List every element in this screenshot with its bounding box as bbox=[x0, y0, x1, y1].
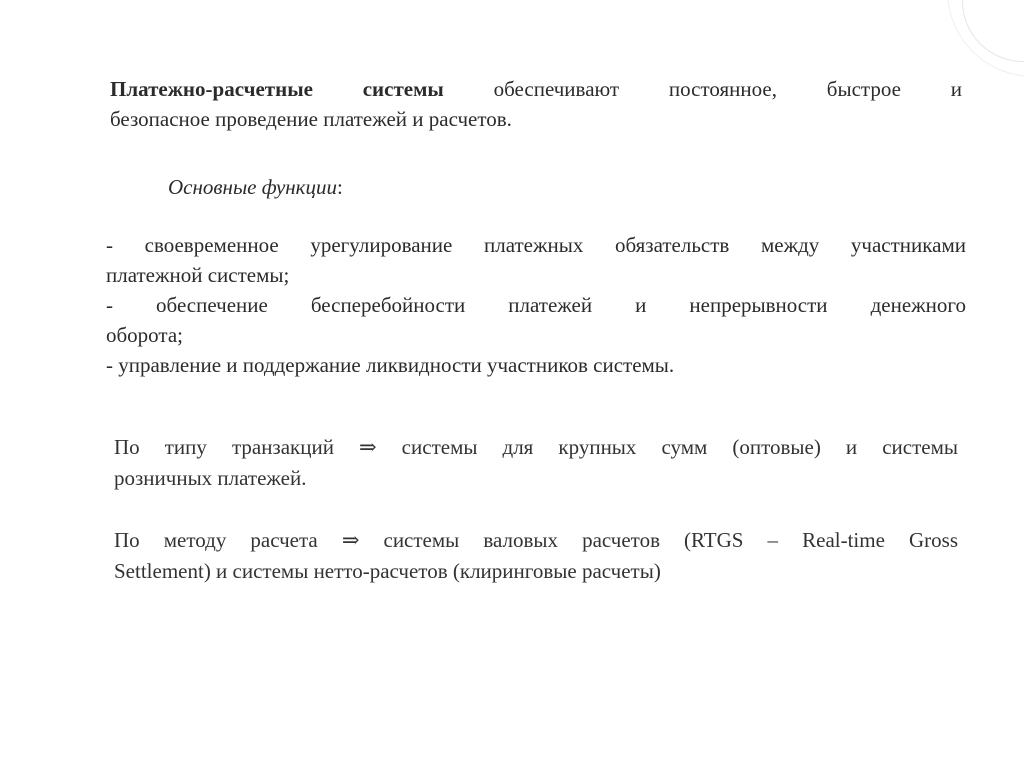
intro-line-2: безопасное проведение платежей и расчетов. bbox=[110, 107, 512, 131]
functions-heading bbox=[168, 172, 768, 202]
functions-list bbox=[106, 230, 966, 380]
function-item-3-line-1: - управление и поддержание ликвидности участников системы. bbox=[106, 353, 675, 377]
by-method-line-2: Settlement) и системы нетто-расчетов (клиринговые расчеты) bbox=[114, 559, 661, 583]
by-transaction-line-1: По типу транзакций ⇒ системы для крупных сумм (оптовые) и системы bbox=[114, 435, 958, 459]
intro-line-1-rest: обеспечивают постоянное, быстрое и bbox=[493, 77, 962, 101]
by-transaction-line-2: розничных платежей. bbox=[114, 466, 307, 490]
by-method-line-1: По методу расчета ⇒ системы валовых расчетов (RTGS – Real-time Gross bbox=[114, 528, 958, 552]
function-item-1-line-2: платежной системы; bbox=[106, 263, 290, 287]
intro-paragraph bbox=[110, 74, 962, 134]
functions-heading-text: Основные функции bbox=[168, 175, 338, 199]
intro-bold-term: Платежно-расчетные системы bbox=[110, 77, 444, 101]
function-item-2-line-2: оборота; bbox=[106, 323, 183, 347]
function-item-1-line-1: - своевременное урегулирование платежных обязательств между участниками bbox=[106, 233, 966, 257]
functions-heading-colon: : bbox=[337, 175, 343, 199]
function-item-2-line-1: - обеспечение бесперебойности платежей и непрерывности денежного bbox=[106, 293, 966, 317]
classification-by-method bbox=[114, 525, 958, 587]
classification-by-transaction bbox=[114, 432, 958, 494]
intro-line-1 bbox=[110, 74, 962, 104]
